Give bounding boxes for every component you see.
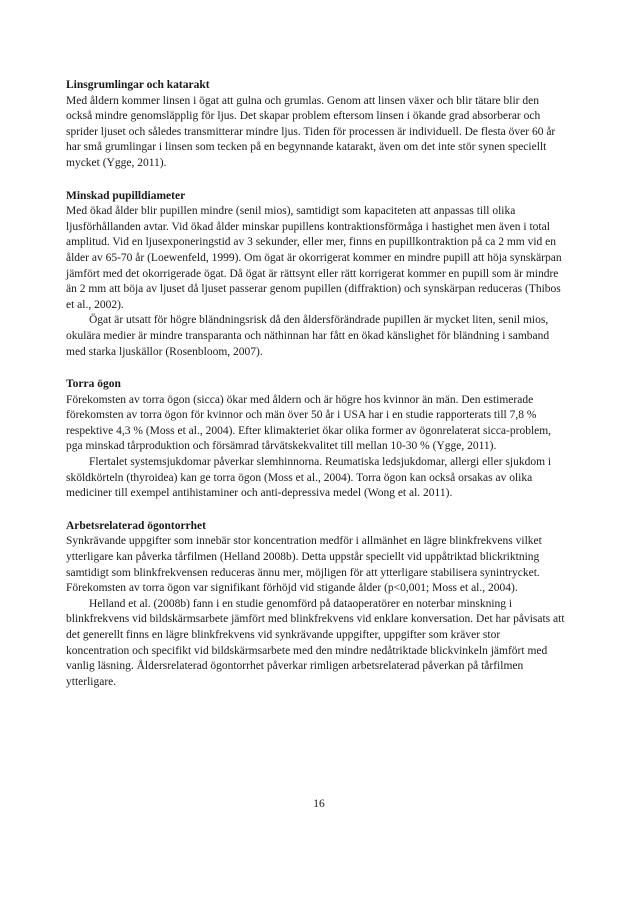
body-paragraph: Ögat är utsatt för högre bländningsrisk då den åldersförändrade pupillen är mycket liten, senil mios, okulära medier är mindre transparanta och näthinnan har fått en ökad känslighet för bländning i samband med starka ljuskällor (Rosenbloom, 2007). [66, 314, 550, 358]
body-paragraph: Förekomsten av torra ögon (sicca) ökar med åldern och är högre hos kvinnor än män. Den estimerade förekomsten av torra ögon för kvinnor och män över 50 år i USA har i en studie rapporterats till 7,8 % respektive 4,3 % (Moss et al., 2004). Efter klimakteriet ökar olika former av ögonrelaterat sicca-problem, pga minskad tårproduktion och försämrad tårvätskekvalitet till mellan 10-30 % (Ygge, 2011). [66, 393, 552, 453]
body-paragraph: Flertalet systemsjukdomar påverkar slemhinnorna. Reumatiska ledsjukdomar, allergi eller sjukdom i sköldkörteln (thyroidea) kan ge torra ögon (Moss et al., 2004). Torra ögon kan också orsakas av olika mediciner till exempel antihistaminer och anti-depressiva medel (Wong et al. 2011). [66, 456, 552, 500]
body-paragraph: Med åldern kommer linsen i ögat att gulna och grumlas. Genom att linsen växer och blir tätare blir den också mindre genomsläpplig för ljus. Det skapar problem eftersom linsen i ökande grad absorberar och sprider ljuset och således transmitterar mindre ljus. Tiden för processen är individuell. De flesta över 60 år har små grumlingar i linsen som tecken på en begynnande katarakt, även om det inte stör synen speciellt mycket (Ygge, 2011). [66, 94, 556, 169]
section-heading: Linsgrumlingar och katarakt [66, 79, 210, 91]
body-paragraph: Synkrävande uppgifter som innebär stor koncentration medför i allmänhet en lägre blinkfrekvens vilket ytterligare kan påverka tårfilmen (Helland 2008b). Detta uppstår speciellt vid uppåtriktad blickriktning samtidigt som blinkfrekvensen reduceras ännu mer, möjligen för att ytterligare stabilisera synintrycket. Förekomsten av torra ögon var signifikant förhöjd vid stigande ålder (p<0,001; Moss et al., 2004). [66, 535, 542, 595]
page-number: 16 [313, 798, 325, 810]
section-linsgrumlingar [66, 78, 566, 172]
section-heading: Minskad pupilldiameter [66, 189, 186, 202]
section-torra-ogon [66, 377, 566, 502]
section-arbetsrelaterad [66, 519, 566, 691]
section-heading: Arbetsrelaterad ögontorrhet [66, 519, 206, 532]
page-content [66, 78, 566, 707]
section-heading: Torra ögon [66, 378, 121, 391]
body-paragraph: Helland et al. (2008b) fann i en studie genomförd på dataoperatörer en noterbar minskning i blinkfrekvens vid bildskärmsarbete jämfört med blinkfrekvens vid enklare konversation. Det har påvisats att det generellt finns en lägre blinkfrekvens vid synkrävande uppgifter, uppgifter som kräver stor koncentration och specifikt vid bildskärmsarbete med den mindre nedåtriktade blickvinkeln jämfört med vanlig läsning. Åldersrelaterad ögontorrhet påverkar rimligen arbetsrelaterad påverkan på tårfilmen ytterligare. [66, 597, 565, 688]
body-paragraph: Med ökad ålder blir pupillen mindre (senil mios), samtidigt som kapaciteten att anpassas till olika ljusförhållanden avtar. Vid ökad ålder minskar pupillens kontraktionsförmåga i hastighet men även i total amplitud. Vid en ljusexponeringstid av 3 sekunder, eller mer, finns en pupillkontraktion på ca 2 mm vid en ålder av 65-70 år (Loewenfeld, 1999). Om ögat är okorrigerat kommer en mindre pupill att höja synskärpan jämfört med det okorrigerade ögat. Då ögat är rättsynt eller rätt korrigerat kommer en pupill som är mindre än 2 mm att böja av ljuset då ljuset passerar genom pupillen (diffraktion) och synskärpan reduceras (Thibos et al., 2002). [66, 205, 562, 311]
section-pupilldiameter [66, 189, 566, 361]
